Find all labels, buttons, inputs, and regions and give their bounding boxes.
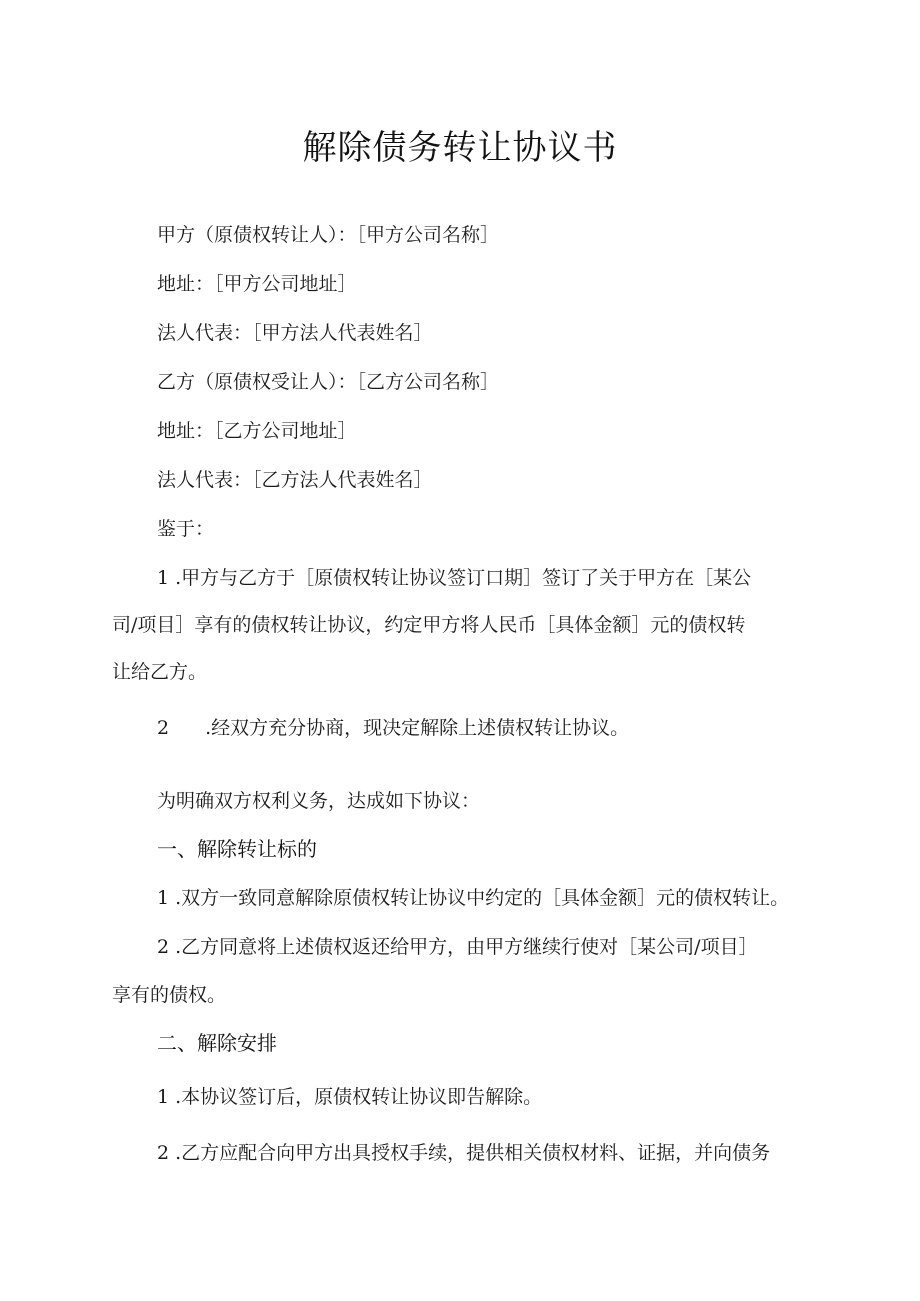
section-2-heading: 二、解除安排 (157, 1031, 277, 1055)
whereas-item-2-text: .经双方充分协商，现决定解除上述债权转让协议。 (205, 717, 630, 739)
section-2-item-1: 1 .本协议签订后，原债权转让协议即告解除。 (157, 1086, 543, 1108)
whereas-item-2 (157, 715, 629, 741)
section-1-item-2-line-1: 2 .乙方同意将上述债权返还给甲方，由甲方继续行使对［某公司/项目］ (157, 936, 758, 958)
party-a-address: 地址：［甲方公司地址］ (157, 273, 357, 295)
section-2-item-2-line-1: 2 .乙方应配合向甲方出具授权手续，提供相关债权材料、证据，并向债务 (157, 1142, 771, 1164)
intro-line: 为明确双方权利义务，达成如下协议： (157, 790, 481, 812)
party-a-representative: 法人代表：［甲方法人代表姓名］ (157, 322, 433, 344)
party-b-address: 地址：［乙方公司地址］ (157, 420, 357, 442)
whereas-item-2-number: 2 (157, 717, 170, 739)
document-title: 解除债务转让协议书 (302, 128, 618, 168)
party-b-representative: 法人代表：［乙方法人代表姓名］ (157, 469, 433, 491)
section-1-item-2-line-2: 享有的债权。 (112, 984, 227, 1006)
section-1-heading: 一、解除转让标的 (157, 837, 317, 861)
whereas-item-1-line-2: 司/项目］享有的债权转让协议，约定甲方将人民币［具体金额］元的债权转 (112, 614, 746, 636)
whereas-item-1-line-3: 让给乙方。 (112, 661, 208, 683)
party-a-line: 甲方（原债权转让人）：［甲方公司名称］ (157, 224, 500, 246)
section-1-item-1: 1 .双方一致同意解除原债权转让协议中约定的［具体金额］元的债权转让。 (157, 887, 790, 909)
whereas-item-1-line-1: 1 .甲方与乙方于［原债权转让协议签订口期］签订了关于甲方在［某公 (157, 567, 752, 589)
party-b-line: 乙方（原债权受让人）：［乙方公司名称］ (157, 371, 500, 393)
whereas-label: 鉴于： (157, 518, 215, 540)
